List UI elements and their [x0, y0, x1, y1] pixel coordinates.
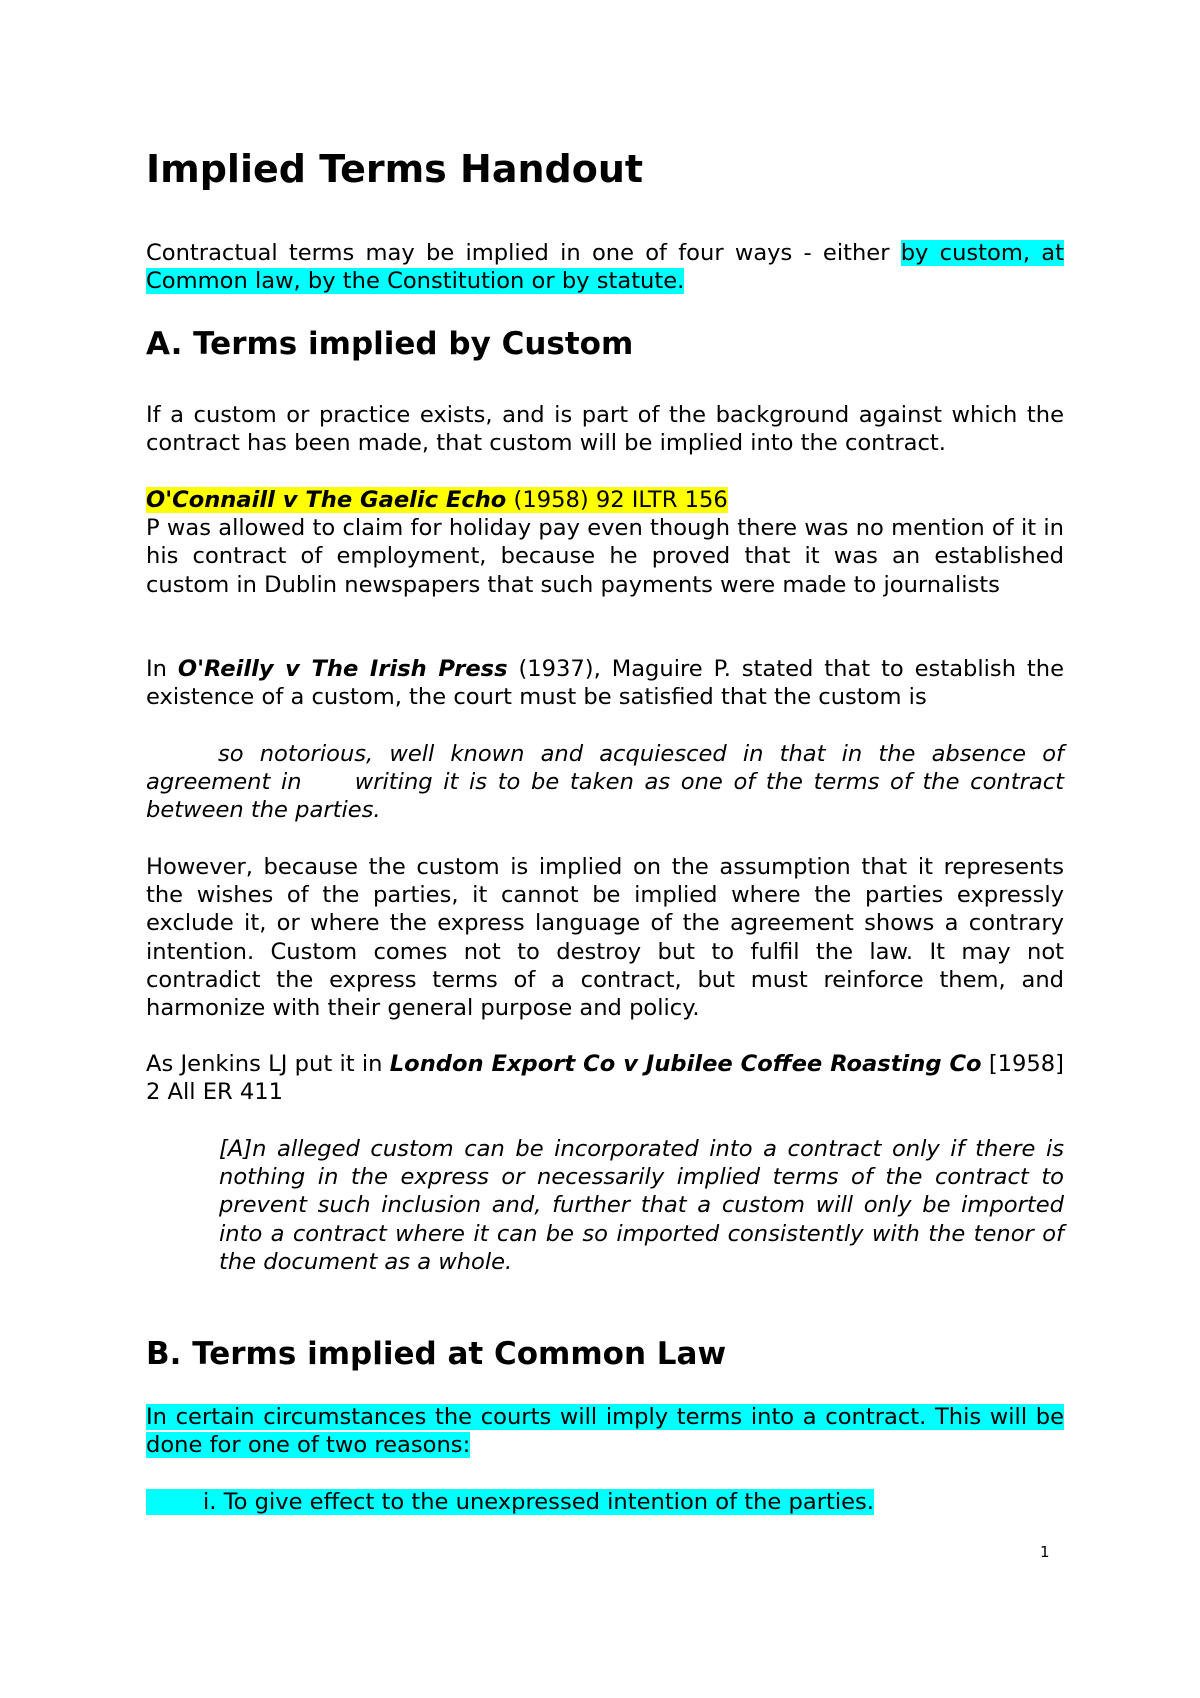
jenkins-paragraph: [146, 1050, 1064, 1106]
intro-paragraph: [146, 239, 1064, 295]
section-b-heading: B. Terms implied at Common Law: [146, 1336, 727, 1372]
intro-highlighted-text: by custom, at Common law, by the Constitution or by statute.: [146, 240, 1064, 295]
jenkins-quote: [A]n alleged custom can be incorporated into a contract only if there is nothing in the express or necessarily implied terms of the contract to prevent such inclusion and, further that a custom will only be imported into a contract where it can be so imported consistently with the tenor of the document as a whole.: [219, 1136, 1064, 1275]
custom-paragraph: If a custom or practice exists, and is part of the background against which the contract has been made, that custom will be implied into the contract.: [146, 402, 1064, 457]
oreilly-case-name: O'Reilly v The Irish Press: [177, 656, 508, 682]
page-number: 1: [1040, 1543, 1050, 1561]
case-oconnaill-text: P was allowed to claim for holiday pay even though there was no mention of it in his contract of employment, because he proved that it was an established custom in Dublin newspapers that such payments were made to journalists: [146, 515, 1064, 598]
jenkins-prefix: As Jenkins LJ put it in: [146, 1051, 390, 1077]
oreilly-quote: so notorious, well known and acquiesced in that in the absence of agreement in writing it is to be taken as one of the terms of the contract between the parties.: [146, 741, 1064, 824]
case-oconnaill-citation: (1958) 92 ILTR 156: [506, 487, 728, 513]
list-item-i-highlight: [146, 1489, 874, 1515]
oreilly-suffix: (1937), Maguire P. stated that to establish the existence of a custom, the court must be satisfied that the custom is: [146, 656, 1065, 711]
oreilly-prefix: In: [146, 656, 178, 682]
list-item-i: [146, 1488, 1064, 1516]
oreilly-paragraph: [146, 655, 1064, 711]
case-oconnaill-citation-line: [146, 487, 728, 513]
document-title: Implied Terms Handout: [146, 147, 644, 191]
intro-text: Contractual terms may be implied in one of four ways - either: [146, 240, 901, 266]
case-oconnaill: [146, 486, 1064, 599]
section-a-heading: A. Terms implied by Custom: [146, 326, 634, 362]
jenkins-suffix: [1958] 2 All ER 411: [146, 1051, 1064, 1106]
list-item-i-text: i. To give effect to the unexpressed intention of the parties.: [203, 1489, 874, 1515]
common-law-highlighted-text: In certain circumstances the courts will imply terms into a contract. This will be done for one of two reasons:: [146, 1404, 1064, 1459]
case-oconnaill-name: O'Connaill v The Gaelic Echo: [146, 487, 507, 513]
however-paragraph: However, because the custom is implied on the assumption that it represents the wishes of the parties, it cannot be implied where the parties expressly exclude it, or where the express language of the agreement shows a contrary intention. Custom comes not to destroy but to fulfil the law. It may not contradict the express terms of a contract, but must reinforce them, and harmonize with their general purpose and policy.: [146, 854, 1064, 1022]
common-law-paragraph: [146, 1403, 1064, 1459]
jenkins-case-name: London Export Co v Jubilee Coffee Roasting Co: [389, 1051, 982, 1077]
